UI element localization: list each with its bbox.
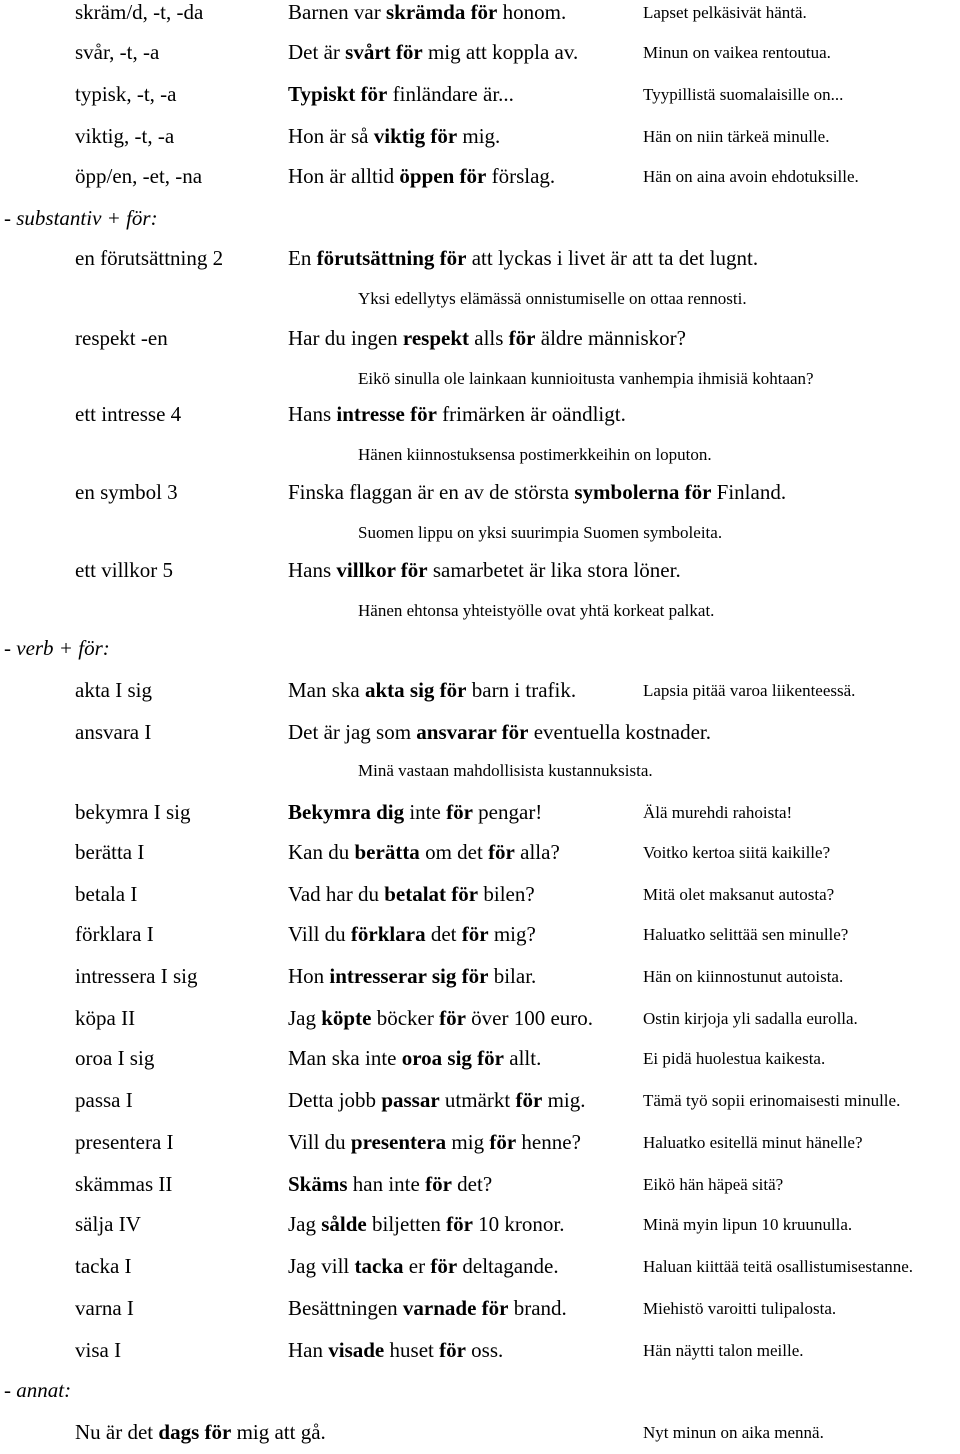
example-keyword: skrämda för bbox=[385, 0, 498, 24]
entry-line bbox=[0, 1006, 960, 1040]
swedish-example bbox=[288, 0, 566, 25]
swedish-headword: skämmas II bbox=[75, 1172, 173, 1196]
entry-line bbox=[0, 1254, 960, 1288]
swedish-example bbox=[288, 164, 555, 189]
example-text: Vill du bbox=[288, 922, 351, 946]
entry-line bbox=[0, 1420, 960, 1454]
example-keyword: berätta bbox=[354, 840, 420, 864]
example-text: huset bbox=[384, 1338, 440, 1362]
example-keyword: dags för bbox=[158, 1420, 232, 1444]
example-keyword: Bekymra dig bbox=[288, 800, 405, 824]
section-heading: - verb + för: bbox=[4, 636, 110, 660]
finnish-translation: Hän on kiinnostunut autoista. bbox=[643, 967, 844, 986]
translation-line bbox=[0, 286, 960, 320]
example-text: Hans bbox=[288, 402, 337, 426]
example-text: Man ska bbox=[288, 678, 365, 702]
entry-line bbox=[0, 246, 960, 280]
swedish-example bbox=[288, 1338, 503, 1363]
example-keyword: varnade för bbox=[402, 1296, 509, 1320]
finnish-translation: Haluan kiittää teitä osallistumisestanne. bbox=[643, 1257, 914, 1276]
example-keyword: för bbox=[515, 1088, 543, 1112]
example-text: barn i trafik. bbox=[466, 678, 577, 702]
example-keyword: för bbox=[508, 326, 536, 350]
example-keyword: för bbox=[430, 1254, 458, 1278]
entry-line bbox=[0, 840, 960, 874]
example-text: Finska flaggan är en av de största bbox=[288, 480, 575, 504]
example-keyword: ansvarar för bbox=[416, 720, 529, 744]
example-text: mig bbox=[446, 1130, 490, 1154]
example-text: alls bbox=[469, 326, 509, 350]
swedish-example bbox=[288, 922, 536, 947]
example-text: mig att koppla av. bbox=[422, 40, 579, 64]
example-text: att lyckas i livet är att ta det lugnt. bbox=[466, 246, 759, 270]
finnish-translation: Haluatko selittää sen minulle? bbox=[643, 925, 849, 944]
example-text: om det bbox=[419, 840, 489, 864]
finnish-translation: Ostin kirjoja yli sadalla eurolla. bbox=[643, 1009, 858, 1028]
example-keyword: passar bbox=[381, 1088, 440, 1112]
example-keyword: viktig för bbox=[373, 124, 458, 148]
example-keyword: oroa sig för bbox=[401, 1046, 504, 1070]
example-keyword: för bbox=[439, 1006, 466, 1030]
finnish-translation: Tyypillistä suomalaisille on... bbox=[643, 85, 844, 104]
example-text: Finland. bbox=[711, 480, 787, 504]
example-text: det? bbox=[451, 1172, 493, 1196]
finnish-translation: Voitko kertoa siitä kaikille? bbox=[643, 843, 831, 862]
example-keyword: villkor för bbox=[336, 558, 428, 582]
entry-line bbox=[0, 124, 960, 158]
entry-line bbox=[0, 1046, 960, 1080]
example-text: allt. bbox=[504, 1046, 542, 1070]
entry-line bbox=[0, 326, 960, 360]
finnish-translation: Ei pidä huolestua kaikesta. bbox=[643, 1049, 826, 1068]
example-text: Jag bbox=[288, 1212, 322, 1236]
example-text: inte bbox=[404, 800, 447, 824]
swedish-example bbox=[75, 1420, 326, 1445]
example-text: Detta jobb bbox=[288, 1088, 382, 1112]
entry-line bbox=[0, 1088, 960, 1122]
example-keyword: visade bbox=[328, 1338, 385, 1362]
example-text: Hon är alltid bbox=[288, 164, 400, 188]
entry-line bbox=[0, 1130, 960, 1164]
swedish-example bbox=[288, 402, 626, 427]
example-text: bilar. bbox=[488, 964, 537, 988]
example-text: Man ska inte bbox=[288, 1046, 402, 1070]
entry-line bbox=[0, 82, 960, 116]
swedish-headword: köpa II bbox=[75, 1006, 136, 1030]
entry-line bbox=[0, 882, 960, 916]
entry-line bbox=[0, 720, 960, 754]
example-text: er bbox=[403, 1254, 431, 1278]
finnish-translation: Hänen kiinnostuksensa postimerkkeihin on loputon. bbox=[358, 445, 712, 464]
finnish-translation: Hän on niin tärkeä minulle. bbox=[643, 127, 830, 146]
finnish-translation: Nyt minun on aika mennä. bbox=[643, 1423, 824, 1442]
entry-line bbox=[0, 800, 960, 834]
example-text: En bbox=[288, 246, 317, 270]
swedish-example bbox=[288, 1006, 593, 1031]
example-text: över 100 euro. bbox=[465, 1006, 594, 1030]
example-text: eventuella kostnader. bbox=[528, 720, 712, 744]
example-text: Hon är så bbox=[288, 124, 374, 148]
example-text: frimärken är oändligt. bbox=[436, 402, 626, 426]
entry-line bbox=[0, 0, 960, 34]
translation-line bbox=[0, 758, 960, 792]
example-text: pengar! bbox=[472, 800, 543, 824]
swedish-example bbox=[288, 1296, 567, 1321]
example-text: Besättningen bbox=[288, 1296, 403, 1320]
swedish-example bbox=[288, 1172, 492, 1197]
finnish-translation: Hän on aina avoin ehdotuksille. bbox=[643, 167, 859, 186]
entry-line bbox=[0, 1212, 960, 1246]
example-text: mig. bbox=[457, 124, 501, 148]
example-keyword: symbolerna för bbox=[574, 480, 712, 504]
example-text: finländare är... bbox=[387, 82, 514, 106]
swedish-headword: varna I bbox=[75, 1296, 134, 1320]
example-keyword: för bbox=[446, 800, 473, 824]
example-text: det bbox=[425, 922, 462, 946]
example-text: Jag bbox=[288, 1006, 322, 1030]
swedish-example bbox=[288, 840, 560, 865]
example-text: Hans bbox=[288, 558, 337, 582]
example-text: mig att gå. bbox=[231, 1420, 326, 1444]
finnish-translation: Minä vastaan mahdollisista kustannuksista. bbox=[358, 761, 653, 780]
finnish-translation: Hänen ehtonsa yhteistyölle ovat yhtä korkeat palkat. bbox=[358, 601, 715, 620]
example-text: mig. bbox=[542, 1088, 586, 1112]
example-text: han inte bbox=[347, 1172, 426, 1196]
swedish-headword: presentera I bbox=[75, 1130, 174, 1154]
swedish-example bbox=[288, 1254, 559, 1279]
swedish-example bbox=[288, 480, 786, 505]
example-text: Vill du bbox=[288, 1130, 351, 1154]
finnish-translation: Mitä olet maksanut autosta? bbox=[643, 885, 835, 904]
swedish-example bbox=[288, 1046, 541, 1071]
swedish-headword: berätta I bbox=[75, 840, 145, 864]
swedish-headword: ett villkor 5 bbox=[75, 558, 173, 582]
example-text: Kan du bbox=[288, 840, 355, 864]
swedish-example bbox=[288, 82, 514, 107]
swedish-headword: betala I bbox=[75, 882, 138, 906]
example-keyword: akta sig för bbox=[365, 678, 467, 702]
example-keyword: presentera bbox=[350, 1130, 447, 1154]
example-text: Jag vill bbox=[288, 1254, 355, 1278]
example-text: förslag. bbox=[486, 164, 556, 188]
section-heading-line bbox=[0, 206, 960, 240]
example-text: deltagande. bbox=[457, 1254, 559, 1278]
example-keyword: betalat för bbox=[384, 882, 479, 906]
swedish-headword: öpp/en, -et, -na bbox=[75, 164, 203, 188]
swedish-headword: förklara I bbox=[75, 922, 154, 946]
example-text: Han bbox=[288, 1338, 329, 1362]
finnish-translation: Yksi edellytys elämässä onnistumiselle on ottaa rennosti. bbox=[358, 289, 747, 308]
swedish-headword: akta I sig bbox=[75, 678, 152, 702]
swedish-headword: intressera I sig bbox=[75, 964, 198, 988]
entry-line bbox=[0, 40, 960, 74]
example-text: Det är jag som bbox=[288, 720, 417, 744]
swedish-example bbox=[288, 882, 535, 907]
example-text: 10 kronor. bbox=[472, 1212, 565, 1236]
example-text: Barnen var bbox=[288, 0, 386, 24]
swedish-example bbox=[288, 678, 576, 703]
example-keyword: för bbox=[439, 1338, 466, 1362]
swedish-example bbox=[288, 1130, 581, 1155]
swedish-example bbox=[288, 326, 686, 351]
entry-line bbox=[0, 964, 960, 998]
example-keyword: intresserar sig för bbox=[329, 964, 489, 988]
swedish-headword: ansvara I bbox=[75, 720, 152, 744]
entry-line bbox=[0, 558, 960, 592]
swedish-example bbox=[288, 40, 578, 65]
swedish-headword: bekymra I sig bbox=[75, 800, 191, 824]
swedish-headword: sälja IV bbox=[75, 1212, 141, 1236]
example-text: honom. bbox=[497, 0, 567, 24]
example-text: Hon bbox=[288, 964, 330, 988]
example-text: utmärkt bbox=[439, 1088, 516, 1112]
finnish-translation: Älä murehdi rahoista! bbox=[643, 803, 793, 822]
finnish-translation: Haluatko esitellä minut hänelle? bbox=[643, 1133, 863, 1152]
example-keyword: intresse för bbox=[336, 402, 437, 426]
example-text: bilen? bbox=[478, 882, 535, 906]
example-text: henne? bbox=[516, 1130, 581, 1154]
translation-line bbox=[0, 598, 960, 632]
swedish-example bbox=[288, 1088, 586, 1113]
swedish-example bbox=[288, 720, 711, 745]
swedish-headword: typisk, -t, -a bbox=[75, 82, 177, 106]
swedish-example bbox=[288, 964, 536, 989]
entry-line bbox=[0, 922, 960, 956]
finnish-translation: Miehistö varoitti tulipalosta. bbox=[643, 1299, 837, 1318]
example-keyword: för bbox=[488, 840, 515, 864]
swedish-headword: oroa I sig bbox=[75, 1046, 155, 1070]
finnish-translation: Minä myin lipun 10 kruunulla. bbox=[643, 1215, 853, 1234]
finnish-translation: Tämä työ sopii erinomaisesti minulle. bbox=[643, 1091, 901, 1110]
example-keyword: Typiskt för bbox=[288, 82, 388, 106]
swedish-example bbox=[288, 800, 542, 825]
example-text: Nu är det bbox=[75, 1420, 159, 1444]
section-heading: - annat: bbox=[4, 1378, 72, 1402]
example-keyword: tacka bbox=[354, 1254, 404, 1278]
swedish-example bbox=[288, 1212, 565, 1237]
example-keyword: för bbox=[425, 1172, 452, 1196]
swedish-headword: skräm/d, -t, -da bbox=[75, 0, 204, 24]
example-keyword: Skäms bbox=[288, 1172, 348, 1196]
entry-line bbox=[0, 1172, 960, 1206]
example-keyword: förutsättning för bbox=[316, 246, 467, 270]
example-keyword: köpte bbox=[321, 1006, 372, 1030]
finnish-translation: Minun on vaikea rentoutua. bbox=[643, 43, 831, 62]
swedish-headword: tacka I bbox=[75, 1254, 132, 1278]
translation-line bbox=[0, 442, 960, 476]
entry-line bbox=[0, 1338, 960, 1372]
translation-line bbox=[0, 520, 960, 554]
finnish-translation: Lapsia pitää varoa liikenteessä. bbox=[643, 681, 856, 700]
example-text: brand. bbox=[508, 1296, 567, 1320]
example-keyword: öppen för bbox=[399, 164, 487, 188]
section-heading: - substantiv + för: bbox=[4, 206, 158, 230]
swedish-example bbox=[288, 246, 758, 271]
example-text: Det är bbox=[288, 40, 346, 64]
example-text: mig? bbox=[488, 922, 536, 946]
example-text: Har du ingen bbox=[288, 326, 403, 350]
example-keyword: för bbox=[461, 922, 489, 946]
example-keyword: för bbox=[446, 1212, 473, 1236]
section-heading-line bbox=[0, 636, 960, 670]
entry-line bbox=[0, 164, 960, 198]
example-keyword: sålde bbox=[321, 1212, 367, 1236]
example-keyword: förklara bbox=[350, 922, 426, 946]
swedish-headword: svår, -t, -a bbox=[75, 40, 160, 64]
example-keyword: respekt bbox=[402, 326, 469, 350]
finnish-translation: Lapset pelkäsivät häntä. bbox=[643, 3, 807, 22]
entry-line bbox=[0, 678, 960, 712]
swedish-headword: visa I bbox=[75, 1338, 122, 1362]
swedish-headword: en förutsättning 2 bbox=[75, 246, 224, 270]
finnish-translation: Eikö sinulla ole lainkaan kunnioitusta vanhempia ihmisiä kohtaan? bbox=[358, 369, 814, 388]
finnish-translation: Suomen lippu on yksi suurimpia Suomen symboleita. bbox=[358, 523, 723, 542]
example-keyword: för bbox=[489, 1130, 517, 1154]
translation-line bbox=[0, 366, 960, 400]
entry-line bbox=[0, 1296, 960, 1330]
example-text: äldre människor? bbox=[535, 326, 686, 350]
swedish-headword: ett intresse 4 bbox=[75, 402, 182, 426]
swedish-headword: en symbol 3 bbox=[75, 480, 178, 504]
entry-line bbox=[0, 480, 960, 514]
swedish-headword: viktig, -t, -a bbox=[75, 124, 175, 148]
example-text: samarbetet är lika stora löner. bbox=[427, 558, 681, 582]
example-text: böcker bbox=[371, 1006, 440, 1030]
example-text: Vad har du bbox=[288, 882, 385, 906]
swedish-headword: respekt -en bbox=[75, 326, 168, 350]
swedish-example bbox=[288, 558, 681, 583]
section-heading-line bbox=[0, 1378, 960, 1412]
example-text: oss. bbox=[465, 1338, 504, 1362]
swedish-headword: passa I bbox=[75, 1088, 133, 1112]
swedish-example bbox=[288, 124, 500, 149]
finnish-translation: Hän näytti talon meille. bbox=[643, 1341, 804, 1360]
example-text: biljetten bbox=[366, 1212, 447, 1236]
entry-line bbox=[0, 402, 960, 436]
example-keyword: svårt för bbox=[345, 40, 423, 64]
finnish-translation: Eikö hän häpeä sitä? bbox=[643, 1175, 784, 1194]
example-text: alla? bbox=[514, 840, 560, 864]
